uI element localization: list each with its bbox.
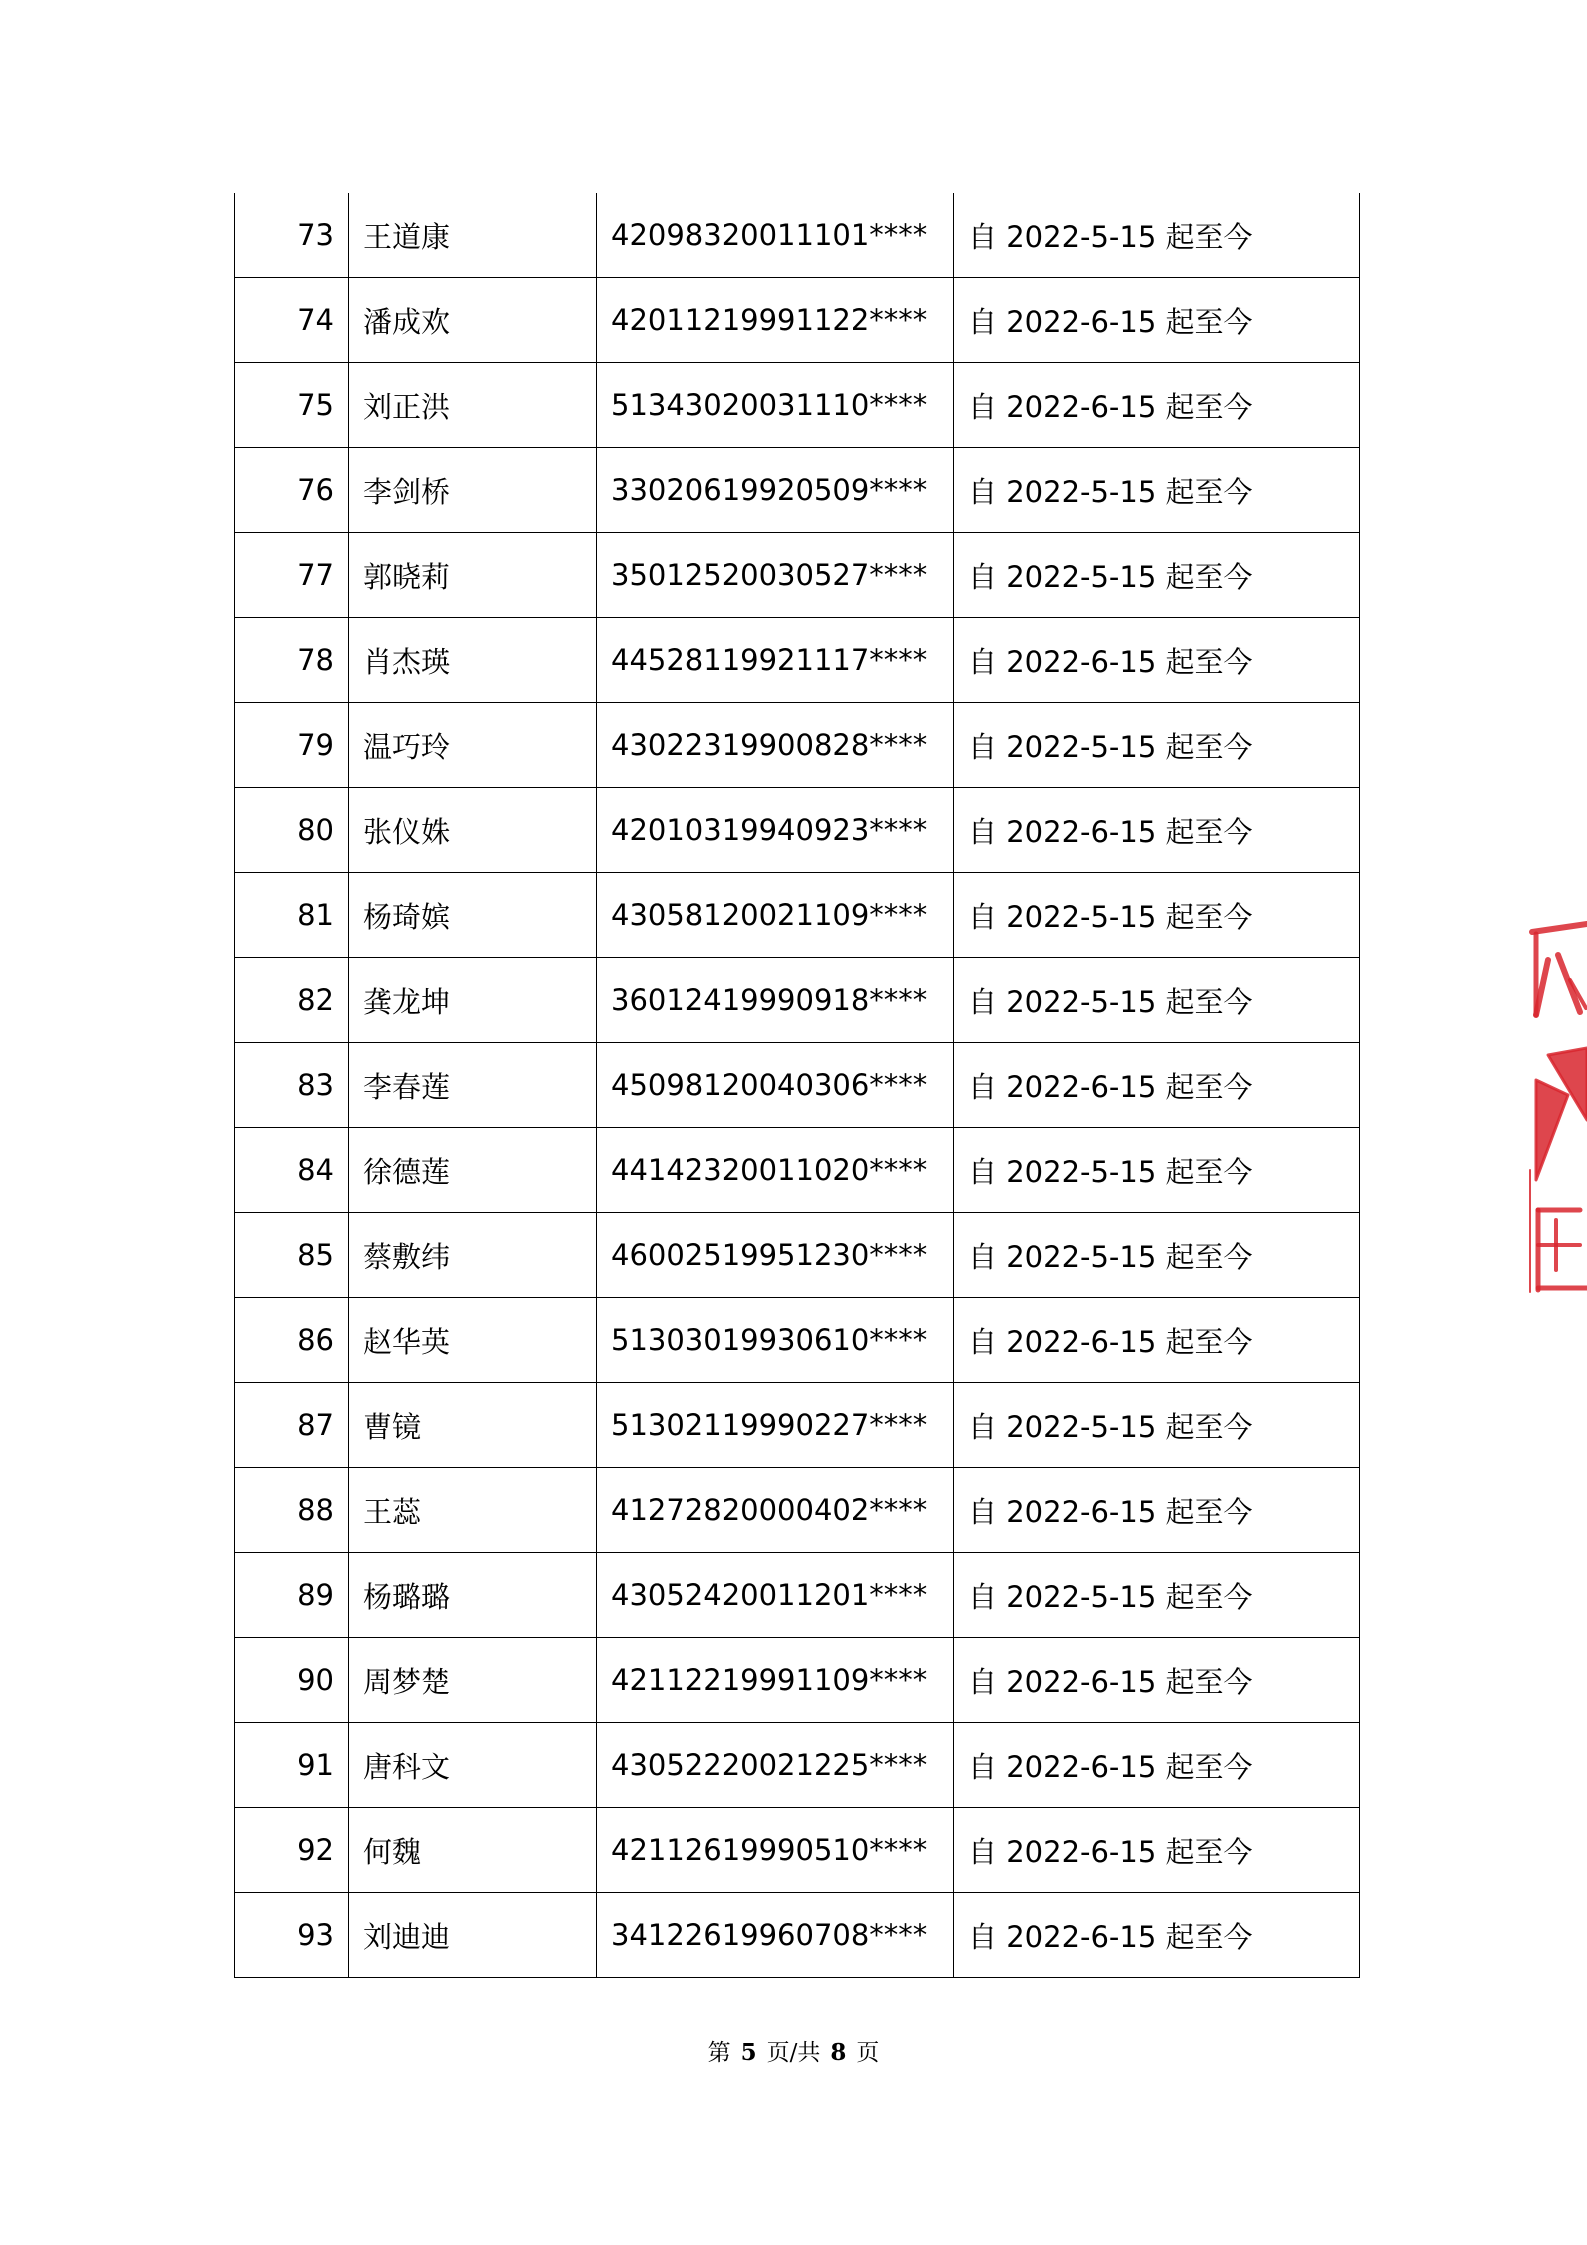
row-name: 刘正洪 [349, 363, 597, 448]
row-id-number: 51343020031110**** [597, 363, 954, 448]
row-status: 自 2022-5-15 起至今 [954, 1383, 1360, 1468]
footer-prefix: 第 [707, 2040, 731, 2066]
footer-current-page: 5 [740, 2039, 757, 2066]
row-index: 73 [235, 193, 349, 278]
row-id-number: 42098320011101**** [597, 193, 954, 278]
row-id-number: 42112619990510**** [597, 1808, 954, 1893]
table-row [235, 1893, 1360, 1978]
row-index: 89 [235, 1553, 349, 1638]
table-row [235, 1213, 1360, 1298]
row-index: 80 [235, 788, 349, 873]
row-index: 83 [235, 1043, 349, 1128]
row-id-number: 45098120040306**** [597, 1043, 954, 1128]
row-id-number: 51302119990227**** [597, 1383, 954, 1468]
records-table-body [235, 193, 1360, 1978]
official-seal-icon [1528, 920, 1587, 1300]
table-row [235, 703, 1360, 788]
row-id-number: 43022319900828**** [597, 703, 954, 788]
table-row [235, 873, 1360, 958]
table-row [235, 363, 1360, 448]
row-id-number: 43052420011201**** [597, 1553, 954, 1638]
row-name: 李剑桥 [349, 448, 597, 533]
row-status: 自 2022-6-15 起至今 [954, 1468, 1360, 1553]
table-row [235, 1383, 1360, 1468]
row-id-number: 43052220021225**** [597, 1723, 954, 1808]
row-id-number: 33020619920509**** [597, 448, 954, 533]
row-name: 刘迪迪 [349, 1893, 597, 1978]
row-name: 蔡敷纬 [349, 1213, 597, 1298]
row-name: 杨琦嫔 [349, 873, 597, 958]
row-id-number: 41272820000402**** [597, 1468, 954, 1553]
row-status: 自 2022-6-15 起至今 [954, 1893, 1360, 1978]
table-row [235, 958, 1360, 1043]
table-row [235, 618, 1360, 703]
row-status: 自 2022-6-15 起至今 [954, 278, 1360, 363]
row-status: 自 2022-6-15 起至今 [954, 363, 1360, 448]
table-row [235, 1723, 1360, 1808]
row-index: 74 [235, 278, 349, 363]
row-name: 何魏 [349, 1808, 597, 1893]
row-index: 79 [235, 703, 349, 788]
row-name: 杨璐璐 [349, 1553, 597, 1638]
table-row [235, 1128, 1360, 1213]
row-id-number: 42011219991122**** [597, 278, 954, 363]
row-index: 75 [235, 363, 349, 448]
row-id-number: 43058120021109**** [597, 873, 954, 958]
row-name: 徐德莲 [349, 1128, 597, 1213]
row-index: 82 [235, 958, 349, 1043]
row-status: 自 2022-5-15 起至今 [954, 873, 1360, 958]
row-status: 自 2022-5-15 起至今 [954, 703, 1360, 788]
table-row [235, 1553, 1360, 1638]
table-row [235, 278, 1360, 363]
records-table [234, 193, 1360, 1978]
row-status: 自 2022-5-15 起至今 [954, 193, 1360, 278]
page-footer [0, 2034, 1587, 2067]
row-id-number: 35012520030527**** [597, 533, 954, 618]
row-index: 76 [235, 448, 349, 533]
row-index: 78 [235, 618, 349, 703]
row-status: 自 2022-6-15 起至今 [954, 1298, 1360, 1383]
row-id-number: 36012419990918**** [597, 958, 954, 1043]
row-status: 自 2022-6-15 起至今 [954, 788, 1360, 873]
row-index: 91 [235, 1723, 349, 1808]
row-status: 自 2022-5-15 起至今 [954, 1128, 1360, 1213]
row-index: 85 [235, 1213, 349, 1298]
row-index: 77 [235, 533, 349, 618]
table-row [235, 533, 1360, 618]
table-row [235, 1808, 1360, 1893]
row-id-number: 34122619960708**** [597, 1893, 954, 1978]
row-id-number: 51303019930610**** [597, 1298, 954, 1383]
row-status: 自 2022-5-15 起至今 [954, 533, 1360, 618]
row-name: 龚龙坤 [349, 958, 597, 1043]
row-id-number: 42010319940923**** [597, 788, 954, 873]
table-row [235, 788, 1360, 873]
row-name: 温巧玲 [349, 703, 597, 788]
footer-middle: 页/共 [766, 2040, 821, 2066]
row-status: 自 2022-5-15 起至今 [954, 448, 1360, 533]
row-index: 90 [235, 1638, 349, 1723]
row-name: 王蕊 [349, 1468, 597, 1553]
row-name: 王道康 [349, 193, 597, 278]
row-index: 84 [235, 1128, 349, 1213]
footer-total-pages: 8 [830, 2039, 847, 2066]
row-id-number: 44528119921117**** [597, 618, 954, 703]
row-status: 自 2022-6-15 起至今 [954, 1043, 1360, 1128]
footer-suffix: 页 [856, 2040, 880, 2066]
row-status: 自 2022-5-15 起至今 [954, 1553, 1360, 1638]
row-index: 93 [235, 1893, 349, 1978]
table-row [235, 193, 1360, 278]
row-status: 自 2022-6-15 起至今 [954, 1808, 1360, 1893]
row-index: 87 [235, 1383, 349, 1468]
row-name: 赵华英 [349, 1298, 597, 1383]
row-name: 张仪姝 [349, 788, 597, 873]
row-index: 88 [235, 1468, 349, 1553]
row-name: 郭晓莉 [349, 533, 597, 618]
row-id-number: 44142320011020**** [597, 1128, 954, 1213]
row-name: 周梦楚 [349, 1638, 597, 1723]
row-index: 86 [235, 1298, 349, 1383]
table-row [235, 1638, 1360, 1723]
row-id-number: 42112219991109**** [597, 1638, 954, 1723]
row-name: 唐科文 [349, 1723, 597, 1808]
table-row [235, 448, 1360, 533]
table-row [235, 1468, 1360, 1553]
row-status: 自 2022-5-15 起至今 [954, 1213, 1360, 1298]
table-row [235, 1298, 1360, 1383]
row-index: 92 [235, 1808, 349, 1893]
row-status: 自 2022-6-15 起至今 [954, 1723, 1360, 1808]
row-name: 肖杰瑛 [349, 618, 597, 703]
row-name: 曹镜 [349, 1383, 597, 1468]
row-name: 潘成欢 [349, 278, 597, 363]
row-index: 81 [235, 873, 349, 958]
row-status: 自 2022-5-15 起至今 [954, 958, 1360, 1043]
row-name: 李春莲 [349, 1043, 597, 1128]
table-row [235, 1043, 1360, 1128]
row-status: 自 2022-6-15 起至今 [954, 618, 1360, 703]
row-id-number: 46002519951230**** [597, 1213, 954, 1298]
row-status: 自 2022-6-15 起至今 [954, 1638, 1360, 1723]
